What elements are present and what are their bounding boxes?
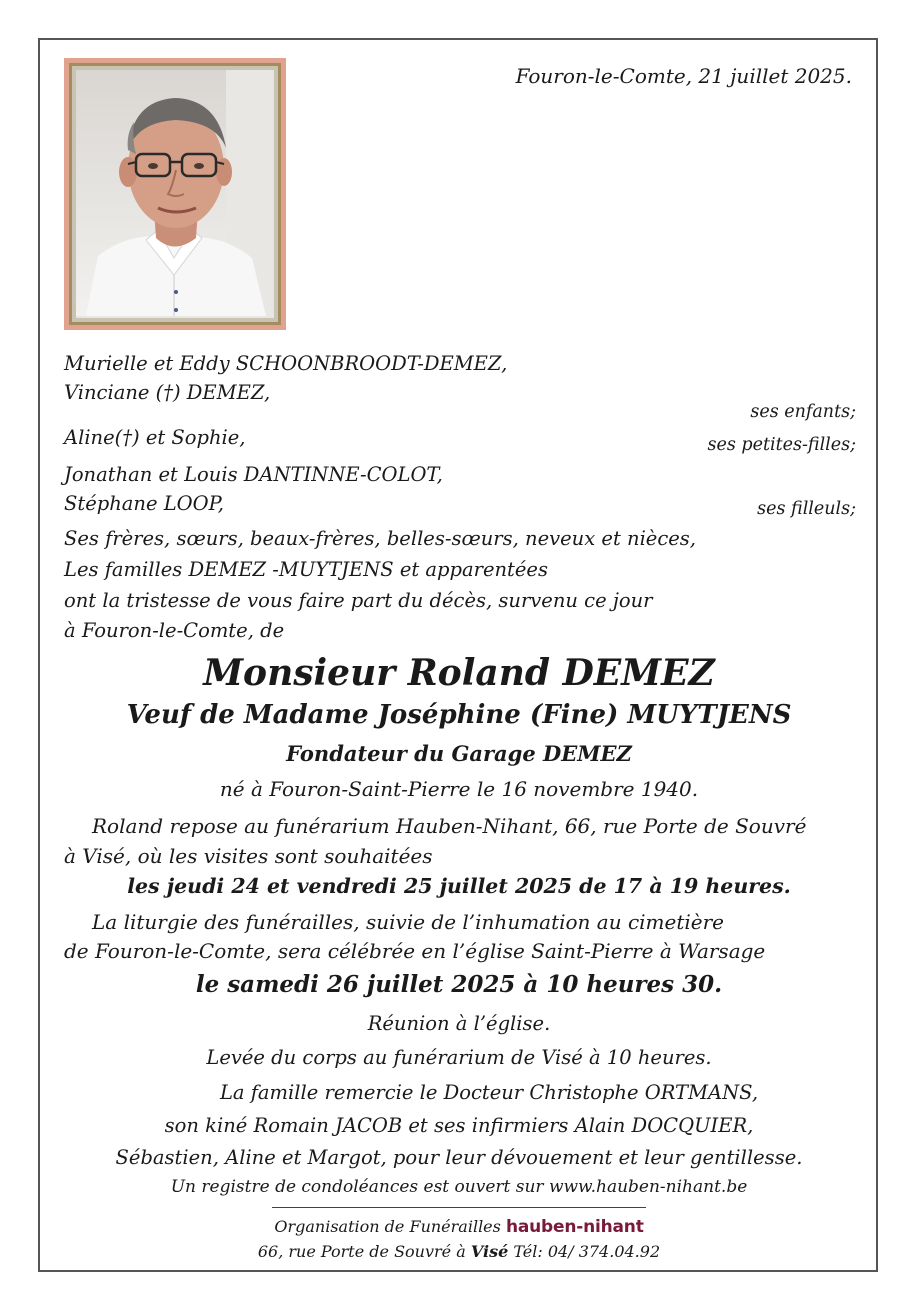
role-children: ses enfants;	[750, 402, 856, 422]
footer-organisation	[0, 1217, 918, 1237]
hauben-nihant-logo: hauben-nihant	[505, 1217, 644, 1237]
family-line-granddaughters: Aline(†) et Sophie,	[64, 426, 246, 449]
visitation-line-2: à Visé, où les visites sont souhaitées	[64, 844, 433, 868]
family-line-children-2: Vinciane (†) DEMEZ,	[64, 381, 271, 404]
announcement-line: ont la tristesse de vous faire part du décès, survenu ce jour	[64, 589, 653, 612]
family-line-families: Les familles DEMEZ -MUYTJENS et apparentées	[64, 558, 548, 581]
role-granddaughters: ses petites-filles;	[707, 435, 856, 455]
funeral-line-1: La liturgie des funérailles, suivie de l’inhumation au cimetière	[92, 910, 725, 934]
deceased-birth: né à Fouron-Saint-Pierre le 16 novembre 1940.	[219, 777, 699, 801]
role-godchildren: ses filleuls;	[757, 499, 856, 519]
deceased-title: Fondateur du Garage DEMEZ	[286, 741, 632, 766]
footer-org-prefix: Organisation de Funérailles	[274, 1217, 501, 1236]
visitation-line-1: Roland repose au funérarium Hauben-Nihant, 66, rue Porte de Souvré	[92, 814, 807, 838]
thanks-line-3: Sébastien, Aline et Margot, pour leur dévouement et leur gentillesse.	[115, 1146, 803, 1169]
place-date: Fouron-le-Comte, 21 juillet 2025.	[515, 64, 852, 88]
portrait-photo-icon	[76, 70, 274, 318]
thanks-line-2: son kiné Romain JACOB et ses infirmiers Alain DOCQUIER,	[164, 1114, 754, 1137]
deceased-spouse: Veuf de Madame Joséphine (Fine) MUYTJENS	[126, 700, 792, 730]
funeral-date: le samedi 26 juillet 2025 à 10 heures 30.	[195, 971, 723, 998]
family-line-godchildren-1: Jonathan et Louis DANTINNE-COLOT,	[64, 463, 443, 486]
announcement-place: à Fouron-le-Comte, de	[64, 619, 285, 642]
funeral-levee: Levée du corps au funérarium de Visé à 10 heures.	[206, 1046, 712, 1069]
footer-address	[0, 1242, 918, 1261]
family-line-siblings: Ses frères, sœurs, beaux-frères, belles-sœurs, neveux et nièces,	[64, 527, 697, 550]
deceased-name: Monsieur Roland DEMEZ	[203, 652, 715, 694]
family-line-children-1: Murielle et Eddy SCHOONBROODT-DEMEZ,	[64, 352, 508, 375]
funeral-line-2: de Fouron-le-Comte, sera célébrée en l’église Saint-Pierre à Warsage	[64, 939, 766, 963]
visitation-dates: les jeudi 24 et vendredi 25 juillet 2025 de 17 à 19 heures.	[127, 874, 791, 898]
family-line-godchildren-2: Stéphane LOOP,	[64, 492, 224, 515]
thanks-line-1: La famille remercie le Docteur Christophe ORTMANS,	[219, 1081, 759, 1104]
footer-address-city: Visé	[470, 1242, 509, 1261]
footer-divider	[272, 1207, 646, 1208]
portrait-frame	[64, 58, 286, 330]
funeral-meeting: Réunion à l’église.	[367, 1012, 551, 1035]
footer-phone: Tél: 04/ 374.04.92	[513, 1242, 661, 1261]
footer-address-prefix: 66, rue Porte de Souvré à	[257, 1242, 466, 1261]
condolence-registry: Un registre de condoléances est ouvert sur www.hauben-nihant.be	[170, 1177, 748, 1197]
